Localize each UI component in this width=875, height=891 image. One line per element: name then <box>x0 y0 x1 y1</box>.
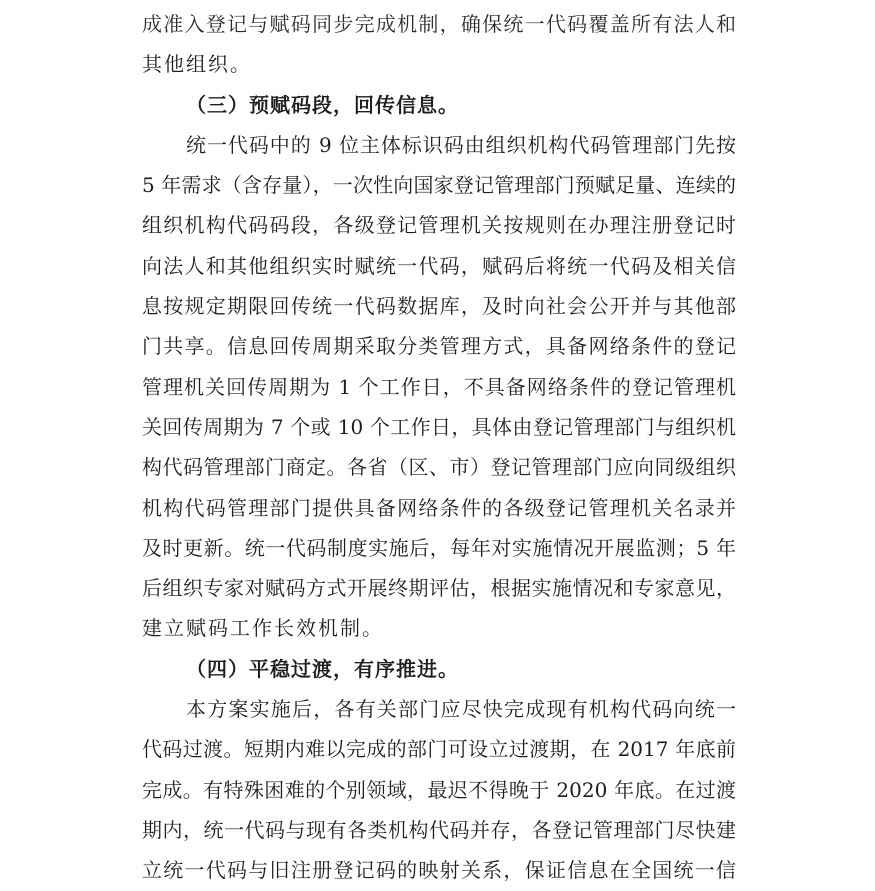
section-heading-3: （三）预赋码段，回传信息。 <box>186 92 459 117</box>
text-line: 统一代码中的 9 位主体标识码由组织机构代码管理部门先按 <box>186 132 736 157</box>
text-line: 立统一代码与旧注册登记码的映射关系，保证信息在全国统一信 <box>142 858 736 883</box>
text-line: 管理机关回传周期为 1 个工作日，不具备网络条件的登记管理机 <box>142 374 736 399</box>
text-line: 后组织专家对赋码方式开展终期评估，根据实施情况和专家意见， <box>142 576 736 601</box>
text-line: 及时更新。统一代码制度实施后，每年对实施情况开展监测；5 年 <box>142 535 736 560</box>
text-line: 门共享。信息回传周期采取分类管理方式，具备网络条件的登记 <box>142 334 736 359</box>
text-line: 其他组织。 <box>142 52 252 77</box>
text-line: 向法人和其他组织实时赋统一代码，赋码后将统一代码及相关信 <box>142 253 736 278</box>
document-body <box>142 4 736 891</box>
text-line: 完成。有特殊困难的个别领域，最迟不得晚于 2020 年底。在过渡 <box>142 777 736 802</box>
section-heading-4: （四）平稳过渡，有序推进。 <box>186 656 459 681</box>
text-line: 5 年需求（含存量），一次性向国家登记管理部门预赋足量、连续的 <box>142 173 736 198</box>
text-line: 机构代码管理部门提供具备网络条件的各级登记管理机关名录并 <box>142 495 736 520</box>
text-line: 成准入登记与赋码同步完成机制，确保统一代码覆盖所有法人和 <box>142 12 736 36</box>
text-line: 关回传周期为 7 个或 10 个工作日，具体由登记管理部门与组织机 <box>142 414 736 439</box>
text-line: 构代码管理部门商定。各省（区、市）登记管理部门应向同级组织 <box>142 455 736 480</box>
paragraph-2 <box>142 125 736 649</box>
text-line: 期内，统一代码与现有各类机构代码并存，各登记管理部门尽快建 <box>142 817 736 842</box>
text-line: 建立赋码工作长效机制。 <box>142 616 384 641</box>
paragraph-1 <box>142 4 736 85</box>
text-line: 息按规定期限回传统一代码数据库，及时向社会公开并与其他部 <box>142 294 736 319</box>
paragraph-3 <box>142 689 736 890</box>
text-line: 本方案实施后，各有关部门应尽快完成现有机构代码向统一 <box>186 697 736 722</box>
text-line: 组织机构代码码段，各级登记管理机关按规则在办理注册登记时 <box>142 213 736 238</box>
text-line: 代码过渡。短期内难以完成的部门可设立过渡期，在 2017 年底前 <box>142 737 736 762</box>
